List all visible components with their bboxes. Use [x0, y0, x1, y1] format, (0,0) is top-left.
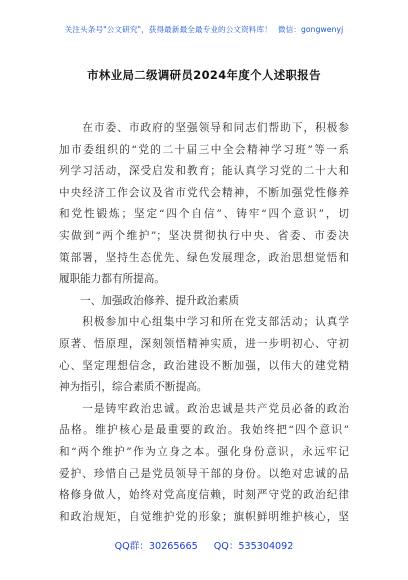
- header-promo-banner: [0, 24, 408, 35]
- body-line: 履职能力都有所提高。: [59, 273, 165, 286]
- footer-contact: [0, 538, 408, 552]
- body-line: 和党性锻炼；坚定“四个自信”、铸牢“四个意识”，切: [59, 208, 349, 221]
- header-wechat-id: gongwenyj: [301, 25, 344, 34]
- body-line: 列学习活动，深受启发和教育；能认真学习党的二十大和: [59, 165, 349, 178]
- footer-qq-number: QQ：535304092: [213, 541, 294, 552]
- header-promo-text: 关注头条号"公文研究"，获得最新最全最专业的公文资料库！: [64, 25, 272, 34]
- body-line: 加市委组织的“党的二十届三中全会精神学习班”等一系: [59, 143, 349, 156]
- body-line: 一是铸牢政治忠诚。政治忠诚是共产党员必备的政治: [59, 402, 349, 415]
- header-wechat-label: 微信：: [277, 25, 301, 34]
- footer-qq-group: QQ群：30265665: [114, 541, 198, 552]
- body-line: 和政治规矩，自觉维护党的形象；旗帜鲜明维护核心，坚: [59, 510, 349, 523]
- document-title: 市林业局二级调研员2024年度个人述职报告: [87, 68, 321, 82]
- body-line: 策部署，坚持生态优先、绿色发展理念，政治思想觉悟和: [59, 251, 349, 264]
- body-line: 原著、悟原理，深刻领悟精神实质，进一步明初心、守初: [59, 337, 349, 350]
- document-body: [59, 118, 349, 528]
- body-line: 中央经济工作会议及省市党代会精神，不断加强党性修养: [59, 186, 349, 199]
- body-line: 品格。维护核心是最重要的政治。我始终把“四个意识”: [59, 424, 349, 437]
- body-line: 神为指引，综合素质不断提高。: [59, 381, 208, 394]
- body-line: 心、坚定理想信念，政治建设不断加强，以伟大的建党精: [59, 359, 349, 372]
- body-line: 和“两个维护”作为立身之本。强化身份意识，永远牢记: [59, 445, 349, 458]
- section-heading: 一、加强政治修养、提升政治素质: [59, 294, 240, 307]
- body-line: 积极参加中心组集中学习和所在党支部活动；认真学: [59, 316, 349, 329]
- body-line: 爱护、珍惜自己是党员领导干部的身份。以绝对忠诚的品: [59, 467, 349, 480]
- body-line: 实做到“两个维护”；坚决贯彻执行中央、省委、市委决: [59, 229, 349, 242]
- body-line: 格修身做人，始终对党高度信赖，时刻严守党的政治纪律: [59, 489, 349, 502]
- body-line: 在市委、市政府的坚强领导和同志们帮助下，积极参: [59, 122, 349, 134]
